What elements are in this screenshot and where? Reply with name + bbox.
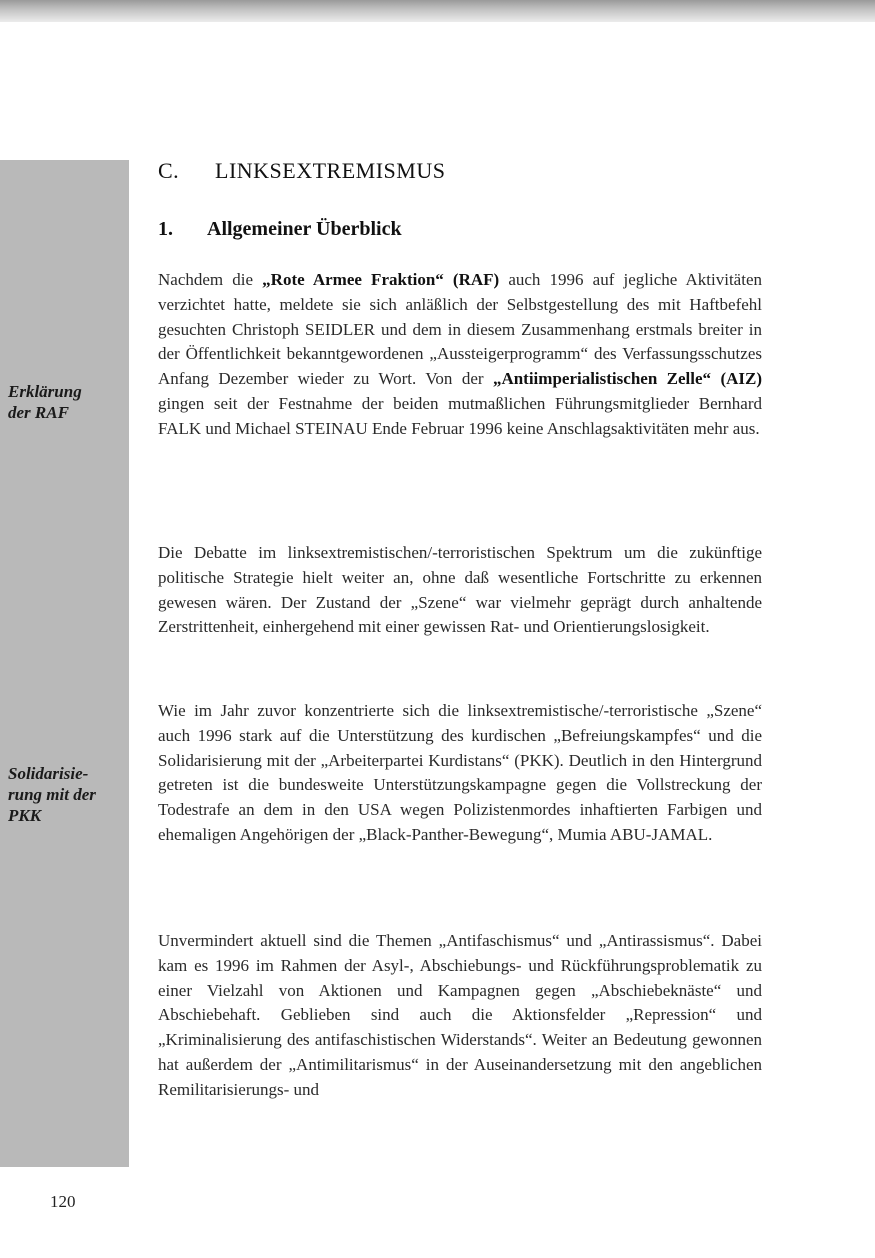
aiz-name: „Antiimperialistischen Zelle“ (AIZ) <box>492 369 762 389</box>
section-heading <box>158 218 402 241</box>
chapter-number: C. <box>158 158 180 183</box>
margin-sidebar <box>0 160 129 1167</box>
margin-note-pkk: Solidarisie- rung mit der PKK <box>8 764 96 825</box>
raf-name: „Rote Armee Fraktion“ (RAF) <box>262 270 500 289</box>
paragraph-1-text-b: auch 1996 auf jegliche Aktivitäten verzichtet hatte, meldete sie sich anläßlich der Selbstgestellung des mit Haftbefehl gesuchten Christoph SEIDLER und dem in diesem Zusammenhang erstmals breiter in der Öffentlichkeit bekanntgewordenen „Aussteigerprogramm“ des Verfassungsschutzes Anfang Dezember wieder zu Wort. Von der <box>158 270 762 389</box>
margin-note-raf: Erklärung der RAF <box>8 382 82 422</box>
paragraph-1 <box>158 268 762 442</box>
chapter-title: LINKSEXTREMISMUS <box>215 158 446 183</box>
paragraph-1-text-c: gingen seit der Festnahme der beiden mutmaßlichen Führungsmitglieder Bernhard FALK und Michael STEINAU Ende Februar 1996 keine Anschlagsaktivitäten mehr aus. <box>158 393 762 438</box>
page-number: 120 <box>50 1192 76 1211</box>
paragraph-1-text-a: Nachdem die <box>158 270 263 289</box>
paragraph-3: Wie im Jahr zuvor konzentrierte sich die linksextremistische/-terroristische „Szene“ auch 1996 stark auf die Unterstützung des kurdischen „Befreiungskampfes“ und die Solidarisierung mit der „Arbeiterpartei Kurdistans“ (PKK). Deutlich in den Hintergrund getreten ist die bundesweite Unterstützungskampagne gegen die Vollstreckung der Todestrafe an dem in den USA wegen Polizistenmordes inhaftierten Farbigen und ehemaligen Angehörigen der „Black-Panther-Bewegung“, Mumia ABU-JAMAL. <box>158 701 762 844</box>
paragraph-2: Die Debatte im linksextremistischen/-terroristischen Spektrum um die zukünftige politische Strategie hielt weiter an, ohne daß wesentliche Fortschritte zu erkennen gewesen wären. Der Zustand der „Szene“ war vielmehr geprägt durch anhaltende Zerstrittenheit, einhergehend mit einer gewissen Rat- und Orientierungslosigkeit. <box>158 543 762 637</box>
paragraph-4: Unvermindert aktuell sind die Themen „Antifaschismus“ und „Antirassismus“. Dabei kam es 1996 im Rahmen der Asyl-, Abschiebungs- und Rückführungsproblematik zu einer Vielzahl von Aktionen und Kampagnen gegen „Abschiebeknäste“ und Abschiebehaft. Geblieben sind auch die Aktionsfelder „Repression“ und „Kriminalisierung des antifaschistischen Widerstands“. Weiter an Bedeutung gewonnen hat außerdem der „Antimilitarismus“ in der Auseinandersetzung mit den angeblichen Remilitarisierungs- und <box>158 931 762 1099</box>
chapter-heading <box>158 158 445 184</box>
scan-top-edge <box>0 0 875 22</box>
section-number: 1. <box>158 218 173 240</box>
section-title: Allgemeiner Überblick <box>207 218 402 240</box>
